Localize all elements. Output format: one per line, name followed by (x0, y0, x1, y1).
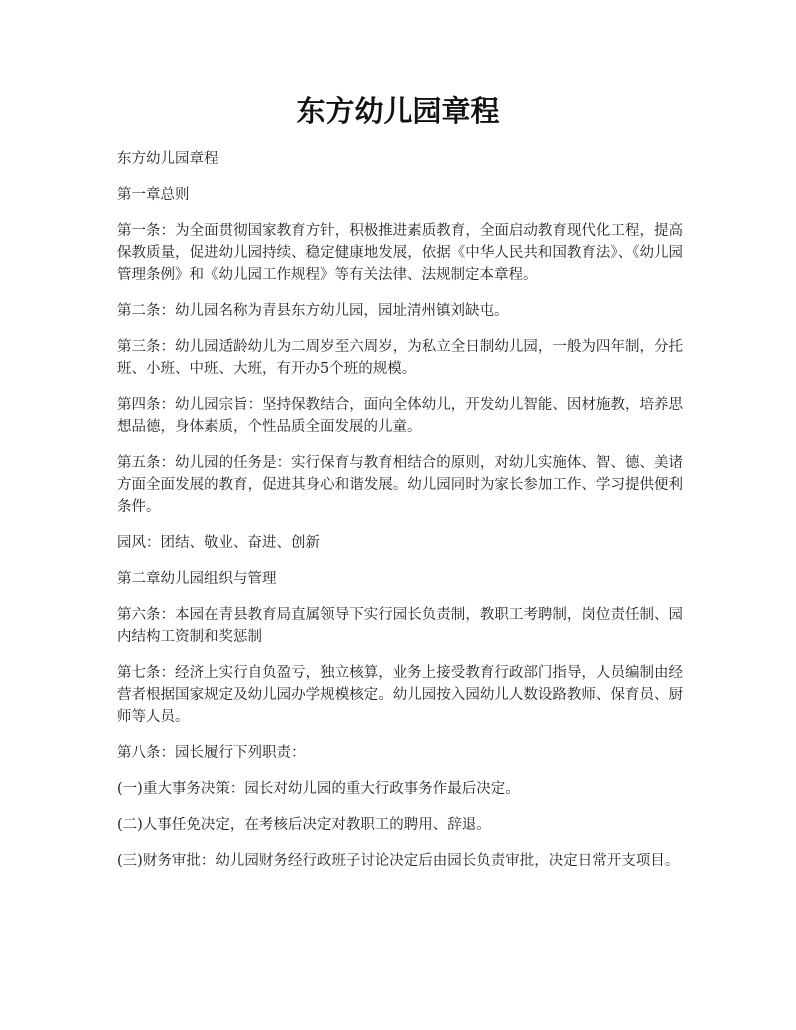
kindergarten-motto: 园风：团结、敬业、奋进、创新 (117, 535, 320, 551)
chapter-1-heading: 第一章总则 (117, 187, 190, 203)
article-3: 第三条：幼儿园适龄幼儿为二周岁至六周岁，为私立全日制幼儿园，一般为四年制，分托班、小班、中班、大班，有开办5个班的规模。 (117, 339, 683, 377)
article-5: 第五条：幼儿园的任务是：实行保育与教育相结合的原则，对幼儿实施体、智、德、美诸方面全面发展的教育，促进其身心和谐发展。幼儿园同时为家长参加工作、学习提供便利条件。 (117, 455, 683, 515)
article-8-item-2: (二)人事任免决定，在考核后决定对教职工的聘用、辞退。 (117, 817, 491, 833)
article-8-item-1: (一)重大事务决策：园长对幼儿园的重大行政事务作最后决定。 (117, 781, 520, 797)
article-8-item-3: (三)财务审批：幼儿园财务经行政班子讨论决定后由园长负责审批，决定日常开支项目。 (117, 853, 680, 869)
article-6: 第六条：本园在青县教育局直属领导下实行园长负责制，教职工考聘制，岗位责任制、园内结构工资制和奖惩制 (117, 607, 683, 645)
article-7: 第七条：经济上实行自负盈亏，独立核算，业务上接受教育行政部门指导，人员编制由经营者根据国家规定及幼儿园办学规模核定。幼儿园按入园幼儿人数设路教师、保育员、厨师等人员。 (117, 665, 683, 725)
document-body (117, 148, 683, 886)
article-8: 第八条：园长履行下列职责： (117, 745, 306, 761)
document-title: 东方幼儿园章程 (296, 94, 500, 128)
article-2: 第二条：幼儿园名称为青县东方幼儿园，园址清州镇刘缺屯。 (117, 303, 509, 319)
article-4: 第四条：幼儿园宗旨：坚持保教结合，面向全体幼儿，开发幼儿智能、因材施教，培养思想品德，身体素质，个性品质全面发展的儿童。 (117, 397, 683, 435)
doc-subtitle: 东方幼儿园章程 (117, 151, 219, 167)
chapter-2-heading: 第二章幼儿园组织与管理 (117, 571, 277, 587)
article-1: 第一条：为全面贯彻国家教育方针，积极推进素质教育，全面启动教育现代化工程，提高保教质量，促进幼儿园持续、稳定健康地发展，依据《中华人民共和国教育法》、《幼儿园管理条例》和《幼儿园工作规程》等有关法律、法规制定本章程。 (117, 223, 683, 283)
